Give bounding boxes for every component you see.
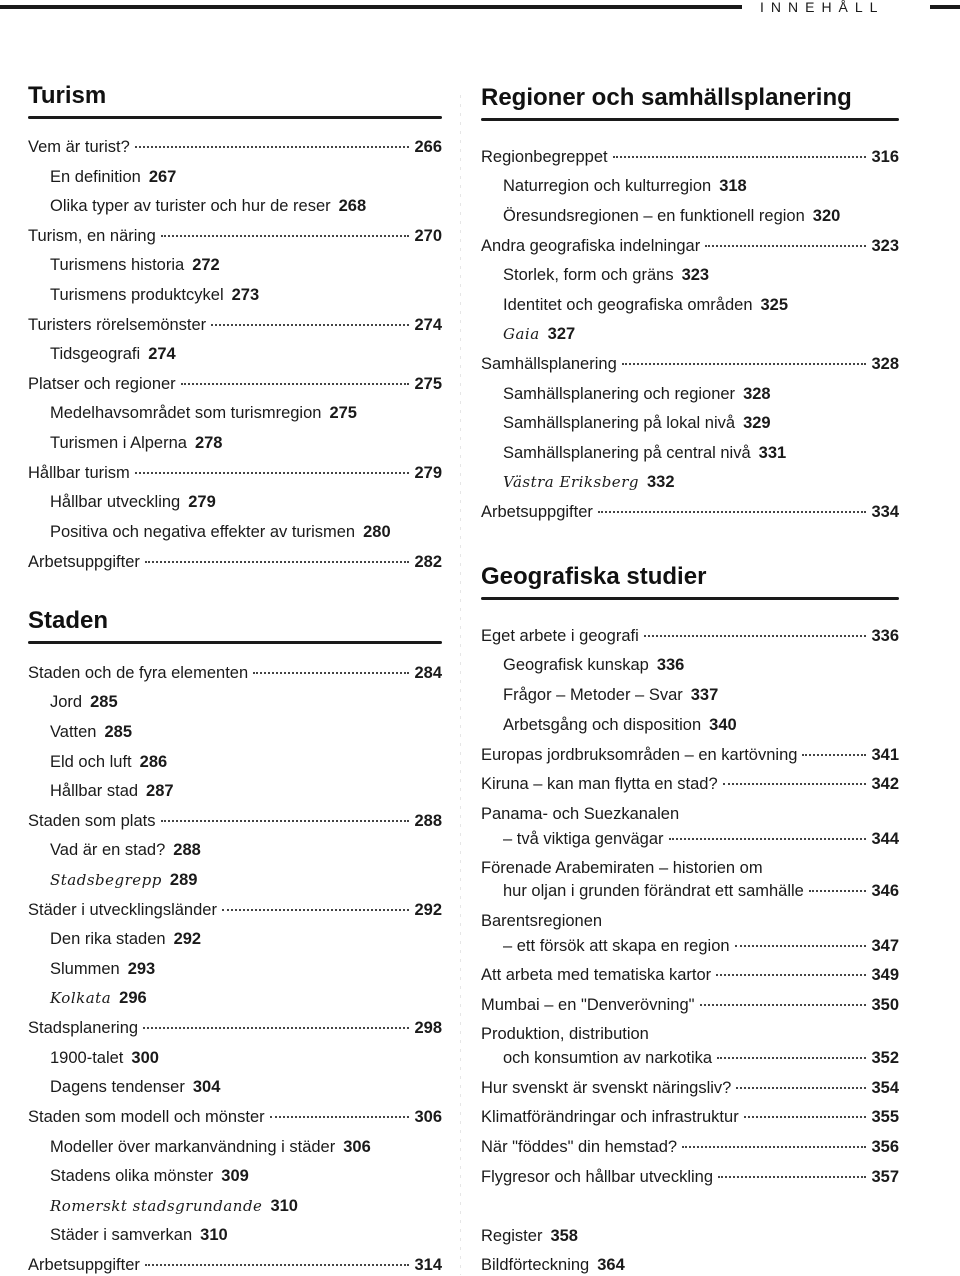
toc-entry[interactable]: Stadsplanering 298 xyxy=(28,1019,442,1037)
toc-subentry[interactable]: Öresundsregionen – en funktionell region 320 xyxy=(503,207,841,225)
toc-subentry[interactable]: Turismens historia 272 xyxy=(50,256,220,274)
toc-subentry[interactable]: Positiva och negativa effekter av turismen 280 xyxy=(50,523,391,541)
toc-subentry[interactable]: Naturregion och kulturregion 318 xyxy=(503,177,747,195)
toc-entry[interactable]: Arbetsuppgifter 282 xyxy=(28,553,442,571)
toc-entry[interactable]: Hur svenskt är svenskt näringsliv? 354 xyxy=(481,1079,899,1097)
toc-entry[interactable]: Staden som plats 288 xyxy=(28,812,442,830)
toc-entry-bildforteckning[interactable]: Bildförteckning 364 xyxy=(481,1256,625,1274)
toc-subentry[interactable]: Den rika staden 292 xyxy=(50,930,202,948)
toc-subentry[interactable]: Samhällsplanering på lokal nivå 329 xyxy=(503,414,771,432)
toc-entry[interactable]: – ett försök att skapa en region 347 xyxy=(503,937,899,955)
toc-entry[interactable]: Andra geografiska indelningar 323 xyxy=(481,237,899,255)
column-divider xyxy=(460,95,461,1275)
toc-subentry[interactable]: Medelhavsområdet som turismregion 275 xyxy=(50,404,357,422)
toc-subentry[interactable]: Hållbar stad 287 xyxy=(50,782,174,800)
toc-entry[interactable]: och konsumtion av narkotika 352 xyxy=(503,1049,899,1067)
section-title-turism: Turism xyxy=(28,82,107,109)
section-rule xyxy=(28,116,442,119)
header-label: INNEHÅLL xyxy=(760,0,885,15)
toc-subentry[interactable]: Hållbar utveckling 279 xyxy=(50,493,216,511)
toc-subentry[interactable]: Jord 285 xyxy=(50,693,118,711)
section-title-regioner: Regioner och samhällsplanering xyxy=(481,84,852,111)
toc-subentry[interactable]: Frågor – Metoder – Svar 337 xyxy=(503,686,719,704)
toc-subentry-handwritten[interactable]: Gaia 327 xyxy=(503,325,576,343)
toc-subentry[interactable]: 1900-talet 300 xyxy=(50,1049,159,1067)
toc-subentry-handwritten[interactable]: Västra Eriksberg 332 xyxy=(503,473,675,491)
toc-subentry[interactable]: Stadens olika mönster 309 xyxy=(50,1167,249,1185)
section-rule xyxy=(28,641,442,644)
toc-subentry[interactable]: Turismens produktcykel 273 xyxy=(50,286,260,304)
section-rule xyxy=(481,597,899,600)
toc-subentry[interactable]: Städer i samverkan 310 xyxy=(50,1226,228,1244)
toc-entry[interactable]: Städer i utvecklingsländer 292 xyxy=(28,901,442,919)
toc-entry[interactable]: Arbetsuppgifter 314 xyxy=(28,1256,442,1274)
toc-subentry[interactable]: Turismen i Alperna 278 xyxy=(50,434,223,452)
toc-entry[interactable]: Vem är turist? 266 xyxy=(28,138,442,156)
toc-subentry[interactable]: Vatten 285 xyxy=(50,723,133,741)
toc-subentry[interactable]: Modeller över markanvändning i städer 306 xyxy=(50,1138,371,1156)
toc-entry[interactable]: Klimatförändringar och infrastruktur 355 xyxy=(481,1108,899,1126)
toc-entry[interactable]: – två viktiga genvägar 344 xyxy=(503,830,899,848)
toc-entry-first-line: Panama- och Suezkanalen xyxy=(481,805,680,823)
toc-subentry[interactable]: Eld och luft 286 xyxy=(50,753,168,771)
section-rule xyxy=(481,118,899,121)
toc-subentry-handwritten[interactable]: Romerskt stadsgrundande 310 xyxy=(50,1197,298,1215)
toc-entry-first-line: Barentsregionen xyxy=(481,912,603,930)
toc-subentry[interactable]: Dagens tendenser 304 xyxy=(50,1078,221,1096)
toc-entry[interactable]: Staden och de fyra elementen 284 xyxy=(28,664,442,682)
toc-entry[interactable]: När "föddes" din hemstad? 356 xyxy=(481,1138,899,1156)
toc-subentry[interactable]: Slummen 293 xyxy=(50,960,156,978)
toc-entry[interactable]: Hållbar turism 279 xyxy=(28,464,442,482)
toc-subentry-handwritten[interactable]: Kolkata 296 xyxy=(50,989,147,1007)
toc-entry[interactable]: Flygresor och hållbar utveckling 357 xyxy=(481,1168,899,1186)
toc-subentry[interactable]: Identitet och geografiska områden 325 xyxy=(503,296,789,314)
toc-entry[interactable]: Regionbegreppet 316 xyxy=(481,148,899,166)
toc-subentry[interactable]: En definition 267 xyxy=(50,168,177,186)
toc-subentry[interactable]: Storlek, form och gräns 323 xyxy=(503,266,710,284)
toc-entry-first-line: Förenade Arabemiraten – historien om xyxy=(481,859,763,877)
toc-entry[interactable]: hur oljan i grunden förändrat ett samhälle 346 xyxy=(503,882,899,900)
toc-entry[interactable]: Eget arbete i geografi 336 xyxy=(481,627,899,645)
toc-subentry[interactable]: Olika typer av turister och hur de reser 268 xyxy=(50,197,367,215)
toc-subentry[interactable]: Tidsgeografi 274 xyxy=(50,345,176,363)
toc-subentry[interactable]: Geografisk kunskap 336 xyxy=(503,656,685,674)
toc-entry[interactable]: Staden som modell och mönster 306 xyxy=(28,1108,442,1126)
toc-entry[interactable]: Platser och regioner 275 xyxy=(28,375,442,393)
right-column xyxy=(481,0,899,1276)
toc-entry[interactable]: Mumbai – en "Denverövning" 350 xyxy=(481,996,899,1014)
toc-subentry[interactable]: Arbetsgång och disposition 340 xyxy=(503,716,737,734)
header-rule-end xyxy=(930,5,960,9)
toc-subentry[interactable]: Samhällsplanering på central nivå 331 xyxy=(503,444,787,462)
toc-entry[interactable]: Turism, en näring 270 xyxy=(28,227,442,245)
left-column xyxy=(28,0,442,1276)
section-title-staden: Staden xyxy=(28,607,109,634)
toc-entry[interactable]: Turisters rörelsemönster 274 xyxy=(28,316,442,334)
toc-entry[interactable]: Arbetsuppgifter 334 xyxy=(481,503,899,521)
toc-entry[interactable]: Europas jordbruksområden – en kartövning 341 xyxy=(481,746,899,764)
toc-subentry[interactable]: Vad är en stad? 288 xyxy=(50,841,201,859)
section-title-studier: Geografiska studier xyxy=(481,563,707,590)
toc-entry-register[interactable]: Register 358 xyxy=(481,1227,578,1245)
toc-entry[interactable]: Att arbeta med tematiska kartor 349 xyxy=(481,966,899,984)
toc-entry-first-line: Produktion, distribution xyxy=(481,1025,649,1043)
toc-entry[interactable]: Samhällsplanering 328 xyxy=(481,355,899,373)
toc-subentry[interactable]: Samhällsplanering och regioner 328 xyxy=(503,385,771,403)
toc-subentry-handwritten[interactable]: Stadsbegrepp 289 xyxy=(50,871,198,889)
toc-entry[interactable]: Kiruna – kan man flytta en stad? 342 xyxy=(481,775,899,793)
